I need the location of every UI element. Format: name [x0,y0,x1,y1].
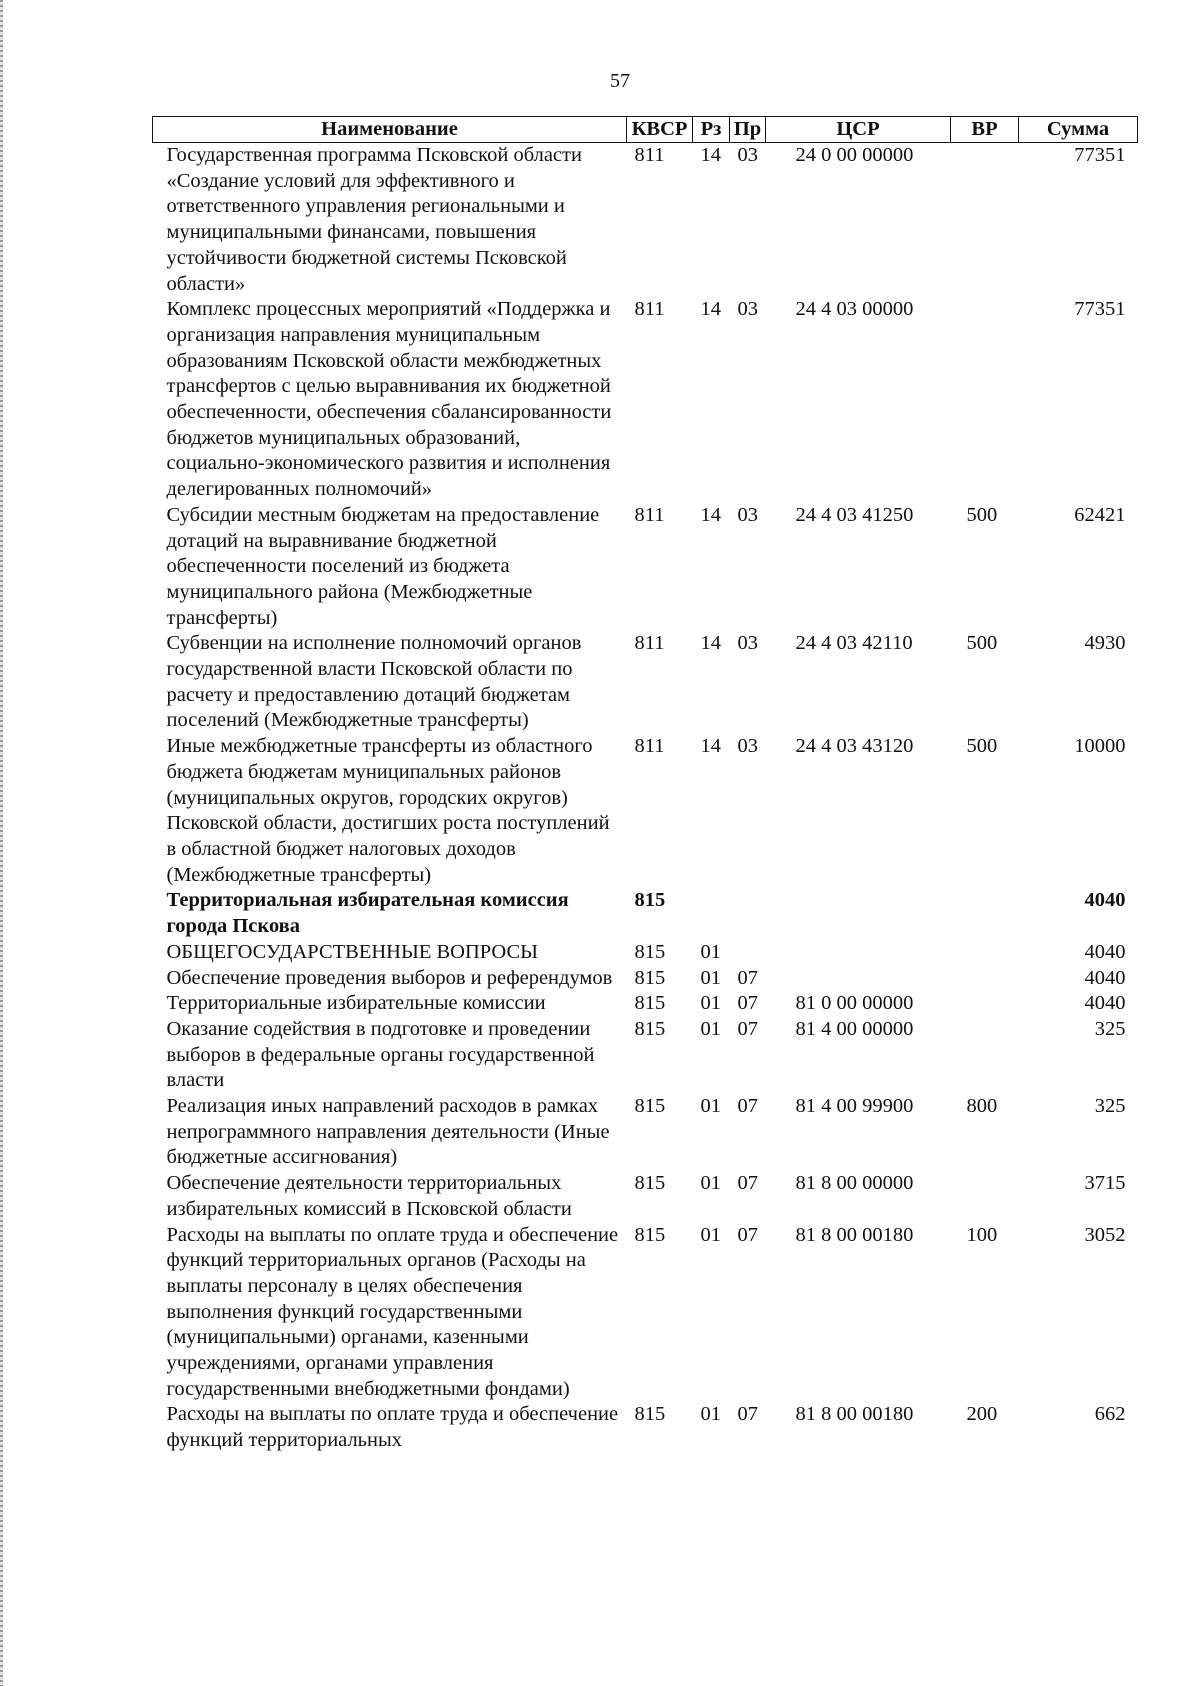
cell-kvsr: 815 [634,1223,666,1246]
cell-rz: 01 [700,1223,721,1246]
table-row [153,734,1138,888]
cell-csr: 81 4 00 00000 [795,1017,914,1040]
cell-vr: 500 [966,632,998,655]
cell-vr [951,966,1019,992]
cell-kvsr: 811 [634,735,665,758]
cell-vr: 500 [966,735,998,758]
cell-pr: 03 [737,632,758,655]
cell-vr: 200 [966,1403,998,1426]
cell-kvsr: 811 [634,298,665,321]
table-row [153,1223,1138,1403]
cell-pr: 07 [737,1095,758,1118]
cell-name: Государственная программа Псковской области «Создание условий для эффективного и ответственного управления региональными и муниципальными финансами, повышения устойчивости бюджетной системы Псковской области» [166,144,582,295]
cell-csr [766,888,951,939]
cell-pr: 07 [737,1223,758,1246]
cell-csr [766,966,951,992]
cell-sum: 62421 [1074,503,1126,526]
cell-sum: 4930 [1084,632,1126,655]
cell-rz: 14 [700,298,721,321]
cell-name: Обеспечение проведения выборов и референдумов [166,966,613,989]
cell-kvsr: 811 [634,144,665,166]
budget-table [152,116,1138,1454]
table-row [153,966,1138,992]
cell-rz: 01 [700,1095,721,1118]
cell-name: Субвенции на исполнение полномочий органов государственной власти Псковской области по расчету и предоставлению дотаций бюджетам поселений (Межбюджетные трансферты) [166,632,582,732]
cell-name: Реализация иных направлений расходов в рамках непрограммного направления деятельности (Иные бюджетные ассигнования) [166,1095,610,1169]
cell-pr: 03 [737,298,758,321]
table-row [153,297,1138,503]
cell-vr [951,991,1019,1017]
cell-vr: 800 [966,1095,998,1118]
cell-name: ОБЩЕГОСУДАРСТВЕННЫЕ ВОПРОСЫ [166,940,539,963]
cell-kvsr: 815 [634,889,666,912]
table-row [153,143,1138,298]
cell-rz: 14 [700,144,721,166]
cell-name: Территориальные избирательные комиссии [166,992,546,1015]
scan-edge [0,0,3,1686]
cell-sum: 325 [1094,1095,1126,1118]
cell-name: Комплекс процессных мероприятий «Поддержка и организация направления муниципальным образованиям Псковской области межбюджетных трансфертов с целью выравнивания их бюджетной обеспеченности, обеспечения сбалансированности бюджетов муниципальных образований, социально-экономического развития и исполнения делегированных полномочий» [166,298,612,501]
table-row [153,631,1138,734]
cell-csr: 24 4 03 42110 [795,632,913,655]
cell-name: Оказание содействия в подготовке и проведении выборов в федеральные органы государственной власти [166,1017,595,1092]
table-row [153,991,1138,1017]
cell-sum: 3715 [1084,1172,1126,1195]
table-row [153,1402,1138,1453]
cell-csr: 24 4 03 43120 [795,735,914,758]
cell-sum: 4040 [1084,992,1126,1015]
table-row [153,940,1138,966]
cell-kvsr: 815 [634,966,666,989]
cell-sum: 3052 [1084,1223,1126,1246]
cell-name: Обеспечение деятельности территориальных избирательных комиссий в Псковской области [166,1172,572,1220]
header-rz: Рз [693,117,730,143]
cell-rz: 01 [700,966,721,989]
cell-pr: 07 [737,1017,758,1040]
cell-sum: 325 [1094,1017,1126,1040]
cell-csr [766,940,951,966]
cell-csr: 24 4 03 00000 [795,298,914,321]
cell-rz: 14 [700,503,721,526]
cell-pr: 07 [737,966,758,989]
cell-rz: 01 [700,1172,721,1195]
cell-sum: 4040 [1084,889,1126,912]
cell-rz: 01 [700,1017,721,1040]
table-header [153,117,1138,143]
table-row [153,1017,1138,1094]
cell-vr [951,888,1019,939]
header-vr: ВР [951,117,1019,143]
header-name: Наименование [153,117,627,143]
cell-name: Территориальная избирательная комиссия города Пскова [166,889,569,938]
cell-kvsr: 815 [634,1172,666,1195]
cell-kvsr: 815 [634,940,666,963]
cell-kvsr: 811 [634,503,665,526]
cell-csr: 81 0 00 00000 [795,992,914,1015]
cell-csr: 24 0 00 00000 [795,144,914,166]
cell-rz [693,888,730,939]
cell-rz: 14 [700,632,721,655]
cell-vr [951,1171,1019,1222]
cell-pr [730,888,766,939]
cell-pr: 07 [737,1403,758,1426]
cell-sum: 4040 [1084,940,1126,963]
cell-rz: 01 [700,940,721,963]
cell-rz: 01 [700,1403,721,1426]
cell-pr [730,940,766,966]
cell-name: Иные межбюджетные трансферты из областного бюджета бюджетам муниципальных районов (муниципальных округов, городских округов) Псковской области, достигших роста поступлений в областной бюджет налоговых доходов (Межбюджетные трансферты) [166,735,610,886]
header-kvsr: КВСР [627,117,693,143]
table-row [153,888,1138,939]
cell-sum: 77351 [1074,298,1126,321]
cell-pr: 07 [737,1172,758,1195]
cell-sum: 662 [1094,1403,1126,1426]
table-row [153,503,1138,632]
cell-name: Расходы на выплаты по оплате труда и обеспечение функций территориальных [166,1403,619,1452]
cell-pr: 03 [737,735,758,758]
header-pr: Пр [730,117,766,143]
cell-vr: 500 [966,503,998,526]
cell-sum: 4040 [1084,966,1126,989]
cell-csr: 81 4 00 99900 [795,1095,914,1118]
cell-pr: 07 [737,992,758,1015]
cell-pr: 03 [737,144,758,166]
cell-rz: 01 [700,992,721,1015]
cell-vr [951,940,1019,966]
cell-csr: 24 4 03 41250 [795,503,914,526]
table-row [153,1171,1138,1222]
cell-kvsr: 815 [634,1095,666,1118]
cell-sum: 10000 [1074,735,1126,758]
cell-name: Субсидии местным бюджетам на предоставление дотаций на выравнивание бюджетной обеспеченности поселений из бюджета муниципального района (Межбюджетные трансферты) [166,503,600,629]
cell-csr: 81 8 00 00180 [795,1403,914,1426]
cell-sum: 77351 [1074,144,1126,166]
cell-kvsr: 815 [634,1017,666,1040]
cell-vr: 100 [966,1223,998,1246]
cell-name: Расходы на выплаты по оплате труда и обеспечение функций территориальных органов (Расходы на выплаты персоналу в целях обеспечения выполнения функций государственными (муниципальными) органами, казенными учреждениями, органами управления государственными внебюджетными фондами) [166,1223,619,1400]
cell-csr: 81 8 00 00000 [795,1172,914,1195]
header-sum: Сумма [1019,117,1138,143]
cell-kvsr: 815 [634,992,666,1015]
cell-csr: 81 8 00 00180 [795,1223,914,1246]
cell-vr [951,297,1019,503]
cell-rz: 14 [700,735,721,758]
cell-kvsr: 811 [634,632,665,655]
table-row [153,1094,1138,1171]
cell-vr [951,143,1019,298]
page-number: 57 [610,70,630,92]
cell-pr: 03 [737,503,758,526]
table-body [153,143,1138,1454]
header-csr: ЦСР [766,117,951,143]
cell-vr [951,1017,1019,1094]
cell-kvsr: 815 [634,1403,666,1426]
